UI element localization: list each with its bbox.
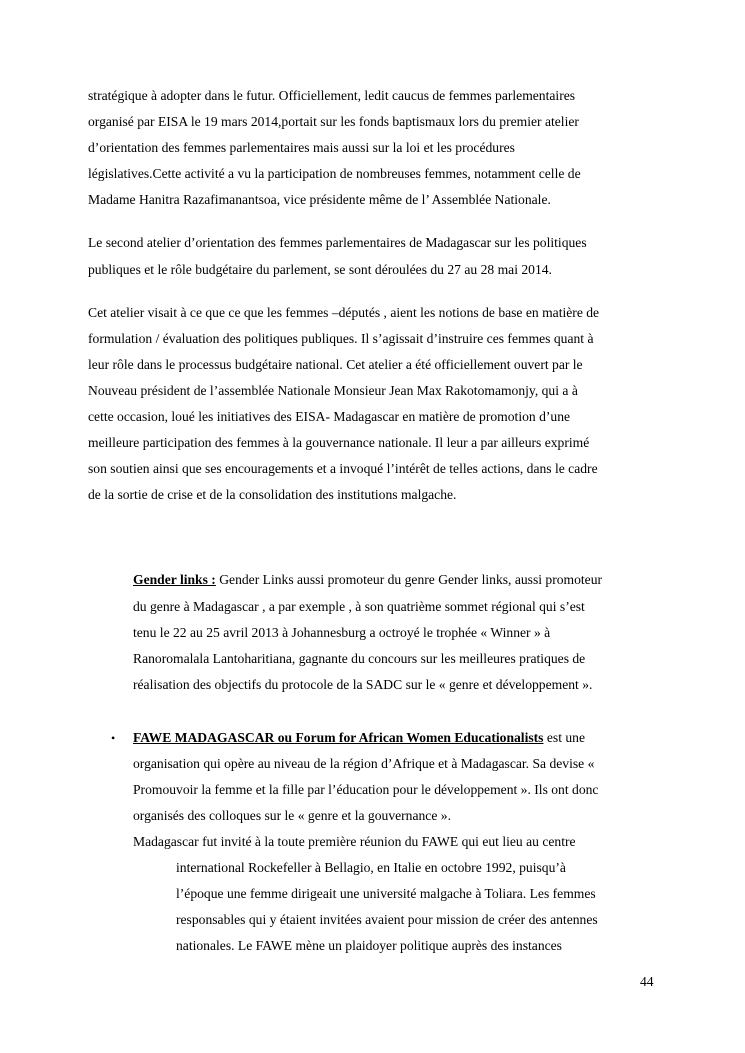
- text-line: Ranoromalala Lantoharitiana, gagnante du concours sur les meilleures pratiques de: [133, 651, 586, 666]
- text-line: du genre à Madagascar , a par exemple , à son quatrième sommet régional qui s’est: [133, 599, 585, 614]
- text-line: réalisation des objectifs du protocole de la SADC sur le « genre et développement ».: [133, 677, 593, 692]
- text-line: Nouveau président de l’assemblée Nationale Monsieur Jean Max Rakotomamonjy, qui a à: [88, 383, 578, 398]
- text-line: Madagascar fut invité à la toute première réunion du FAWE qui eut lieu au centre: [133, 834, 576, 849]
- page-number: 44: [640, 974, 654, 989]
- text-line: tenu le 22 au 25 avril 2013 à Johannesburg a octroyé le trophée « Winner » à: [133, 625, 551, 640]
- text-line: de la sortie de crise et de la consolidation des institutions malgache.: [88, 487, 457, 502]
- fawe-first-line: est une: [543, 730, 585, 745]
- text-line: stratégique à adopter dans le futur. Officiellement, ledit caucus de femmes parlementaires: [88, 88, 576, 103]
- text-line: Le second atelier d’orientation des femmes parlementaires de Madagascar sur les politiques: [88, 235, 587, 250]
- text-line: Madame Hanitra Razafimanantsoa, vice présidente même de l’ Assemblée Nationale.: [88, 192, 551, 207]
- text-line: organisé par EISA le 19 mars 2014,portait sur les fonds baptismaux lors du premier atelier: [88, 114, 579, 129]
- text-line: [133, 572, 602, 588]
- text-line: formulation / évaluation des politiques publiques. Il s’agissait d’instruire ces femmes quant à: [88, 331, 594, 346]
- text-line: son soutien ainsi que ses encouragements et a invoqué l’intérêt de telles actions, dans le cadre: [88, 461, 598, 476]
- text-line: organisation qui opère au niveau de la région d’Afrique et à Madagascar. Sa devise «: [133, 756, 595, 771]
- gender-links-first-line: Gender Links aussi promoteur du genre Gender links, aussi promoteur: [215, 572, 603, 587]
- text-line: [133, 730, 585, 746]
- bullet-icon: •: [111, 731, 116, 745]
- text-line: l’époque une femme dirigeait une université malgache à Toliara. Les femmes: [176, 886, 596, 901]
- text-line: leur rôle dans le processus budgétaire national. Cet atelier a été officiellement ouvert par le: [88, 357, 583, 372]
- fawe-heading: FAWE MADAGASCAR ou Forum for African Women Educationalists: [133, 730, 544, 745]
- text-line: législatives.Cette activité a vu la participation de nombreuses femmes, notamment celle de: [88, 166, 581, 181]
- text-line: nationales. Le FAWE mène un plaidoyer politique auprès des instances: [176, 938, 562, 953]
- text-line: d’orientation des femmes parlementaires mais aussi sur la loi et les procédures: [88, 140, 515, 155]
- text-line: international Rockefeller à Bellagio, en Italie en octobre 1992, puisqu’à: [176, 860, 566, 875]
- text-line: publiques et le rôle budgétaire du parlement, se sont déroulées du 27 au 28 mai 2014.: [88, 262, 552, 277]
- text-line: organisés des colloques sur le « genre et la gouvernance ».: [133, 808, 451, 823]
- text-line: responsables qui y étaient invitées avaient pour mission de créer des antennes: [176, 912, 598, 927]
- text-line: cette occasion, loué les initiatives des EISA- Madagascar en matière de promotion d’une: [88, 409, 571, 424]
- gender-links-heading: Gender links :: [133, 572, 216, 587]
- text-line: Promouvoir la femme et la fille par l’éducation pour le développement ». Ils ont donc: [133, 782, 599, 797]
- text-line: Cet atelier visait à ce que ce que les femmes –députés , aient les notions de base en matière de: [88, 305, 600, 320]
- text-line: meilleure participation des femmes à la gouvernance nationale. Il leur a par ailleurs exprimé: [88, 435, 590, 450]
